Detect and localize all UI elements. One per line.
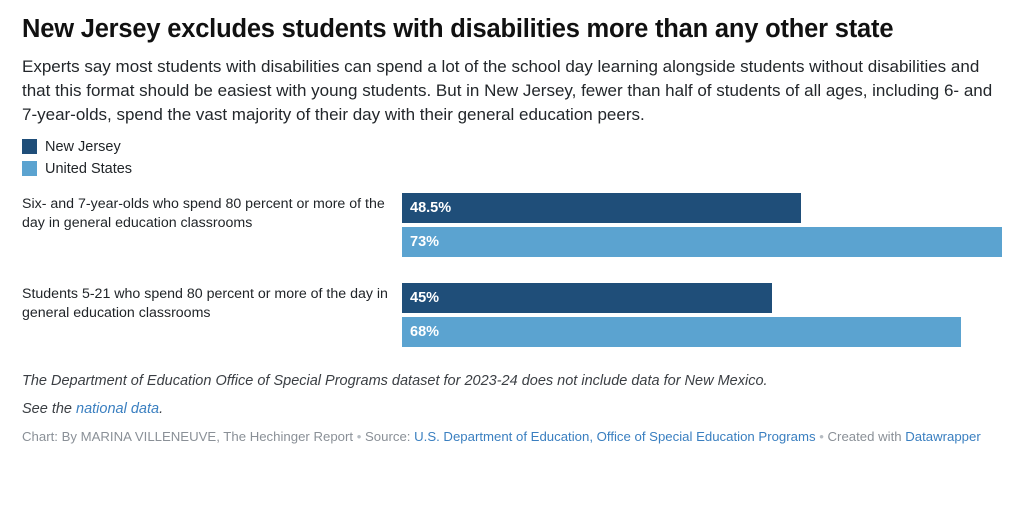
credit-separator: • [815, 428, 828, 444]
bar-group-young-students [22, 193, 1002, 261]
credit-created-text: Created with [827, 428, 906, 444]
bar-value-label: 45% [410, 289, 440, 306]
bar-new-jersey[interactable] [402, 193, 801, 223]
bar-value-label: 68% [410, 323, 440, 340]
bar-value-label: 48.5% [410, 199, 452, 216]
legend-label-new-jersey: New Jersey [45, 138, 121, 155]
bar-group-label: Six- and 7-year-olds who spend 80 percent or more of the day in general education classrooms [22, 195, 385, 232]
credit-source-text: Source: [365, 428, 415, 444]
bar-group-bars [402, 193, 1002, 261]
legend-item-new-jersey [22, 139, 1002, 155]
page-title: New Jersey excludes students with disabilities more than any other state [22, 15, 894, 43]
bar-united-states[interactable] [402, 317, 961, 347]
bar-row [402, 317, 1002, 347]
chart-legend [22, 139, 1002, 177]
chart-description: Experts say most students with disabilities can spend a lot of the school day learning alongside students without disabilities and that this format should be easiest with young students. But in New Jersey, fewer than half of students of all ages, including 6- and 7-year-olds, spend the vast majority of their day with their general education peers. [22, 56, 993, 124]
legend-swatch-new-jersey [22, 139, 37, 154]
legend-label-united-states: United States [45, 160, 133, 177]
see-also-suffix: . [159, 400, 164, 417]
bar-group-label: Students 5-21 who spend 80 percent or more of the day in general education classrooms [22, 285, 388, 322]
bar-new-jersey[interactable] [402, 283, 772, 313]
credit-chart-text: Chart: By MARINA VILLENEUVE, The Hechinger Report [22, 428, 354, 444]
chart-footnote: The Department of Education Office of Special Programs dataset for 2023-24 does not include data for New Mexico. [22, 372, 768, 389]
legend-item-united-states [22, 161, 1002, 177]
source-link[interactable]: U.S. Department of Education, Office of Special Education Programs [414, 428, 816, 444]
bar-row [402, 193, 1002, 223]
see-also-prefix: See the [22, 400, 77, 417]
chart-credit [22, 427, 1002, 454]
national-data-link[interactable]: national data [76, 400, 160, 417]
bar-value-label: 73% [410, 233, 440, 250]
bar-united-states[interactable] [402, 227, 1002, 257]
legend-swatch-united-states [22, 161, 37, 176]
bar-group-all-students [22, 283, 1002, 351]
bar-row [402, 283, 1002, 313]
bar-row [402, 227, 1002, 257]
datawrapper-link[interactable]: Datawrapper [905, 428, 981, 444]
bar-chart [22, 193, 1002, 351]
see-also-line [22, 401, 1002, 417]
bar-group-bars [402, 283, 1002, 351]
credit-separator: • [353, 428, 365, 444]
